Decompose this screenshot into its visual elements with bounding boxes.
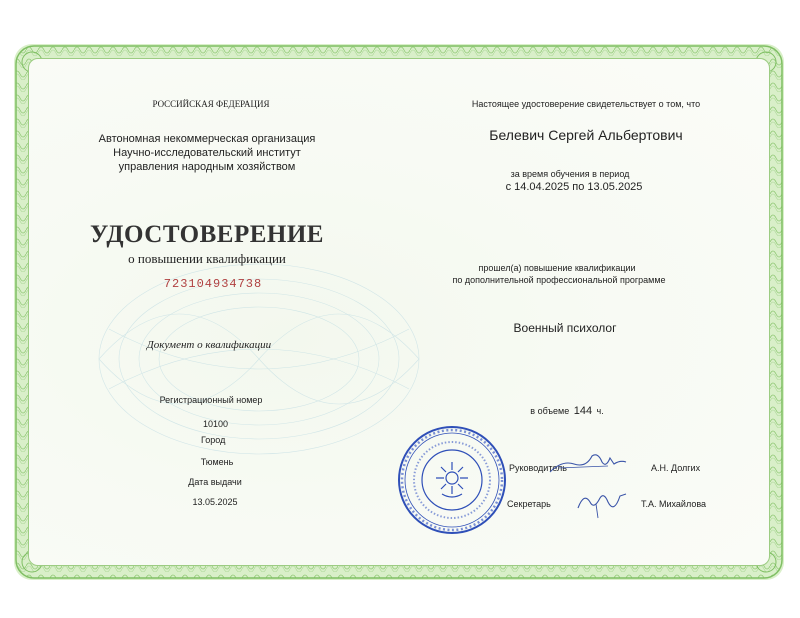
period-label: за время обучения в период xyxy=(510,169,630,179)
certificate-subtitle: о повышении квалификации xyxy=(128,251,286,266)
certificate-number: 723104934738 xyxy=(163,277,263,291)
volume-prefix: в объеме xyxy=(530,406,570,416)
volume-hours: 144 xyxy=(573,405,593,417)
secretary-label: Секретарь xyxy=(507,499,551,509)
secretary-signature xyxy=(574,484,628,520)
passed-line-2: по дополнительной профессиональной программе xyxy=(452,275,666,285)
holder-name: Белевич Сергей Альбертович xyxy=(489,127,683,143)
certificate-title: УДОСТОВЕРЕНИЕ xyxy=(90,221,324,248)
issue-date-label: Дата выдачи xyxy=(188,477,242,487)
head-label: Руководитель xyxy=(509,463,567,473)
org-line-2: Научно-исследовательский институт xyxy=(113,147,301,159)
registration-number: 10100 xyxy=(203,419,229,429)
country-label: РОССИЙСКАЯ ФЕДЕРАЦИЯ xyxy=(152,99,270,109)
issue-date: 13.05.2025 xyxy=(192,497,238,507)
org-line-3: управления народным хозяйством xyxy=(118,161,296,173)
intro-text: Настоящее удостоверение свидетельствует о том, что xyxy=(471,99,701,109)
passed-line-1: прошел(а) повышение квалификации xyxy=(478,263,636,273)
registration-label: Регистрационный номер xyxy=(159,395,263,405)
official-stamp xyxy=(396,424,508,536)
program-name: Военный психолог xyxy=(513,321,617,335)
secretary-name: Т.А. Михайлова xyxy=(641,499,707,509)
city-label: Город xyxy=(201,435,226,445)
volume-line xyxy=(530,401,603,419)
document-type: Документ о квалификации xyxy=(146,339,272,351)
org-line-1: Автономная некоммерческая организация xyxy=(98,133,316,145)
city-value: Тюмень xyxy=(200,457,234,467)
head-name: А.Н. Долгих xyxy=(651,463,701,473)
study-period: с 14.04.2025 по 13.05.2025 xyxy=(505,181,643,193)
head-signature xyxy=(548,450,628,476)
volume-suffix: ч. xyxy=(596,406,604,416)
